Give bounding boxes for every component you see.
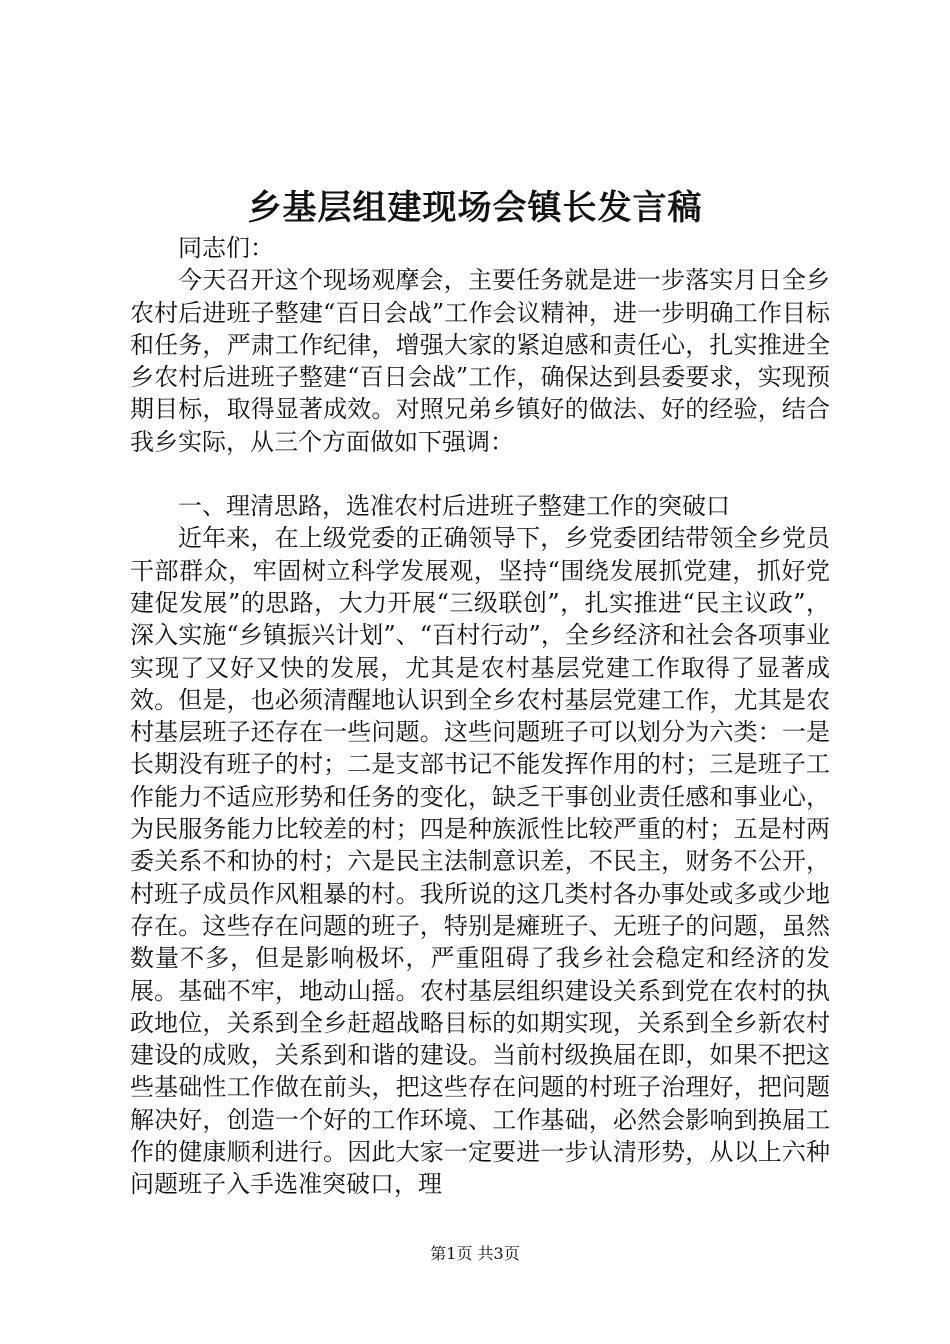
paragraph-section-1: 近年来，在上级党委的正确领导下，乡党委团结带领全乡党员干部群众，牢固树立科学发展观，坚持“围绕发展抓党建，抓好党建促发展”的思路，大力开展“三级联创”，扎实推进“民主议政”，深入实施“乡镇振兴计划”、“百村行动”，全乡经济和社会各项事业实现了又好又快的发展，尤其是农村基层党建工作取得了显著成效。但是，也必须清醒地认识到全乡农村基层党建工作，尤其是农村基层班子还存在一些问题。这些问题班子可以划分为六类：一是长期没有班子的村；二是支部书记不能发挥作用的村；三是班子工作能力不适应形势和任务的变化，缺乏干事创业责任感和事业心，为民服务能力比较差的村；四是种族派性比较严重的村；五是村两委关系不和协的村；六是民主法制意识差，不民主，财务不公开，村班子成员作风粗暴的村。我所说的这几类村各办事处或多或少地存在。这些存在问题的班子，特别是瘫班子、无班子的问题，虽然数量不多，但是影响极坏，严重阻碍了我乡社会稳定和经济的发展。基础不牢，地动山摇。农村基层组织建设关系到党在农村的执政地位，关系到全乡赶超战略目标的如期实现，关系到全乡新农村建设的成败，关系到和谐的建设。当前村级换届在即，如果不把这些基础性工作做在前头，把这些存在问题的村班子治理好，把问题解决好，创造一个好的工作环境、工作基础，必然会影响到换届工作的健康顺利进行。因此大家一定要进一步认清形势，从以上六种问题班子入手选准突破口，理 [130, 524, 830, 1199]
document-body [130, 232, 830, 1201]
page-footer: 第1页 共3页 [430, 1244, 520, 1263]
salutation: 同志们： [178, 234, 274, 262]
section-heading-1: 一、理清思路，选准农村后进班子整建工作的突破口 [178, 492, 730, 521]
paragraph-intro: 今天召开这个现场观摩会，主要任务就是进一步落实月日全乡农村后进班子整建“百日会战”工作会议精神，进一步明确工作目标和任务，严肃工作纪律，增强大家的紧迫感和责任心，扎实推进全乡农村后进班子整建“百日会战”工作，确保达到县委要求，实现预期目标，取得显著成效。对照兄弟乡镇好的做法、好的经验，结合我乡实际，从三个方面做如下强调： [130, 266, 830, 456]
document-title: 乡基层组建现场会镇长发言稿 [247, 188, 703, 228]
